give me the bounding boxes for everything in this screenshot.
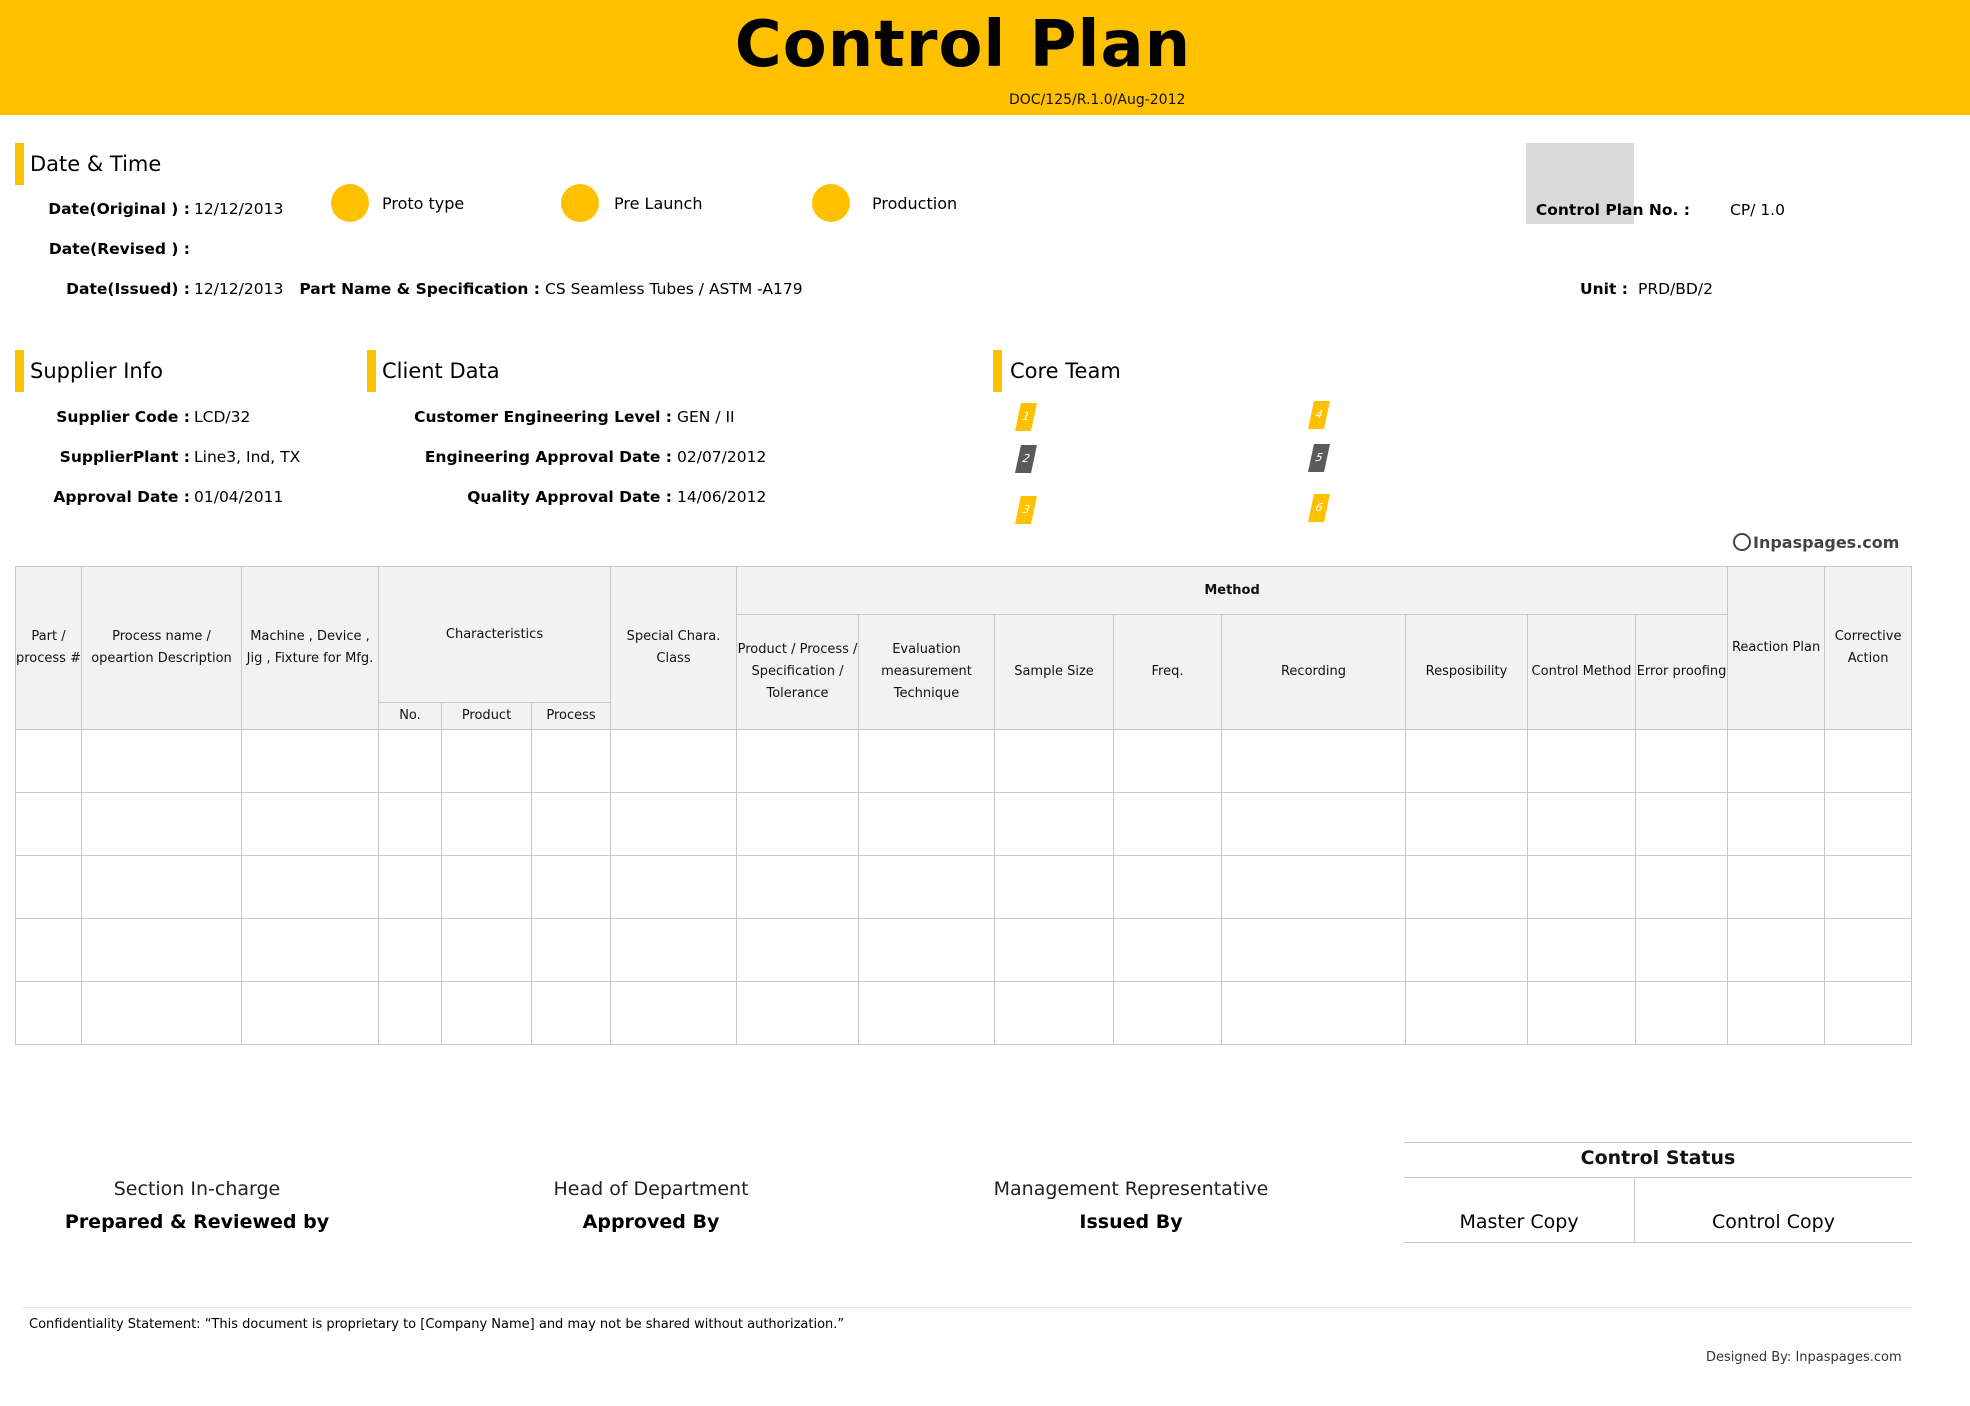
table-cell[interactable]: [859, 982, 995, 1045]
table-row: [16, 982, 1912, 1045]
table-cell[interactable]: [1222, 730, 1406, 793]
header-error-proofing: Error proofing: [1636, 615, 1728, 730]
quality-approval-date-value: 14/06/2012: [677, 488, 767, 506]
table-cell[interactable]: [1636, 982, 1728, 1045]
table-cell[interactable]: [1114, 982, 1222, 1045]
section-accent-bar: [15, 143, 24, 185]
table-cell[interactable]: [1825, 982, 1912, 1045]
table-cell[interactable]: [1728, 856, 1825, 919]
radio-proto-type-label: Proto type: [382, 194, 465, 213]
date-original-label: Date(Original ) :: [48, 200, 190, 218]
header-responsibility: Resposibility: [1406, 615, 1528, 730]
table-cell[interactable]: [737, 730, 859, 793]
table-cell[interactable]: [242, 730, 379, 793]
date-issued-label: Date(Issued) :: [66, 280, 190, 298]
table-cell[interactable]: [611, 856, 737, 919]
signature-role-3: Management Representative: [993, 1178, 1269, 1200]
supplier-plant-value: Line3, Ind, TX: [194, 448, 301, 466]
table-cell[interactable]: [1728, 982, 1825, 1045]
table-cell[interactable]: [1406, 919, 1528, 982]
table-cell[interactable]: [737, 982, 859, 1045]
table-cell[interactable]: [1114, 856, 1222, 919]
table-cell[interactable]: [1222, 793, 1406, 856]
supplier-plant-label: SupplierPlant :: [59, 448, 190, 466]
table-cell[interactable]: [1636, 793, 1728, 856]
master-copy-label: Master Copy: [1459, 1211, 1579, 1233]
control-plan-no-value: CP/ 1.0: [1730, 201, 1785, 219]
header-char-product: Product: [442, 703, 532, 730]
header-characteristics: Characteristics: [379, 567, 611, 703]
section-title-core-team: Core Team: [1010, 359, 1121, 383]
table-cell[interactable]: [379, 856, 442, 919]
table-cell[interactable]: [82, 919, 242, 982]
table-cell[interactable]: [379, 919, 442, 982]
section-title-date-time: Date & Time: [30, 152, 162, 176]
table-cell[interactable]: [532, 730, 611, 793]
document-number: DOC/125/R.1.0/Aug-2012: [1009, 92, 1186, 108]
table-cell[interactable]: [1406, 982, 1528, 1045]
table-cell[interactable]: [1114, 919, 1222, 982]
unit-value: PRD/BD/2: [1638, 280, 1713, 298]
table-cell[interactable]: [995, 856, 1114, 919]
signature-action-2: Approved By: [582, 1211, 720, 1233]
table-cell[interactable]: [611, 982, 737, 1045]
table-cell[interactable]: [442, 793, 532, 856]
table-cell[interactable]: [1222, 856, 1406, 919]
core-team-member-3: 3: [1015, 496, 1037, 524]
header-freq: Freq.: [1114, 615, 1222, 730]
brand-watermark-text: Inpaspages.com: [1753, 533, 1900, 552]
divider: [1404, 1177, 1912, 1178]
table-cell[interactable]: [859, 793, 995, 856]
table-cell[interactable]: [379, 793, 442, 856]
table-cell[interactable]: [611, 793, 737, 856]
header-spec-tolerance: Product / Process / Specification / Tolerance: [737, 615, 859, 730]
table-cell[interactable]: [1528, 856, 1636, 919]
control-plan-no-label: Control Plan No. :: [1535, 201, 1690, 219]
part-name-value: CS Seamless Tubes / ASTM -A179: [545, 280, 803, 298]
section-accent-bar: [367, 350, 376, 392]
table-cell[interactable]: [532, 793, 611, 856]
signature-role-1: Section In-charge: [113, 1178, 281, 1200]
core-team-member-5: 5: [1308, 444, 1330, 472]
header-machine: Machine , Device , Jig , Fixture for Mfg.: [242, 567, 379, 730]
table-row: [16, 793, 1912, 856]
date-issued-value: 12/12/2013: [194, 280, 284, 298]
table-cell[interactable]: [82, 982, 242, 1045]
table-cell[interactable]: [737, 793, 859, 856]
control-status-title: Control Status: [1580, 1147, 1736, 1169]
confidentiality-statement: Confidentiality Statement: “This document is proprietary to [Company Name] and may not be shared without authorization.”: [29, 1317, 845, 1332]
table-cell[interactable]: [859, 919, 995, 982]
signature-role-2: Head of Department: [553, 1178, 749, 1200]
table-cell[interactable]: [737, 919, 859, 982]
radio-production[interactable]: [812, 184, 850, 222]
supplier-approval-value: 01/04/2011: [194, 488, 284, 506]
control-plan-table: [15, 566, 1912, 1045]
table-cell[interactable]: [16, 730, 82, 793]
table-cell[interactable]: [1825, 730, 1912, 793]
table-cell[interactable]: [1728, 730, 1825, 793]
table-cell[interactable]: [995, 982, 1114, 1045]
table-cell[interactable]: [1528, 730, 1636, 793]
table-cell[interactable]: [995, 919, 1114, 982]
section-title-client-data: Client Data: [382, 359, 500, 383]
table-cell[interactable]: [1636, 919, 1728, 982]
table-cell[interactable]: [1222, 919, 1406, 982]
table-cell[interactable]: [1222, 982, 1406, 1045]
supplier-approval-label: Approval Date :: [53, 488, 190, 506]
table-cell[interactable]: [82, 856, 242, 919]
control-copy-label: Control Copy: [1712, 1211, 1835, 1233]
table-cell[interactable]: [995, 730, 1114, 793]
table-cell[interactable]: [1528, 919, 1636, 982]
table-cell[interactable]: [242, 919, 379, 982]
table-cell[interactable]: [737, 856, 859, 919]
table-cell[interactable]: [1728, 793, 1825, 856]
table-cell[interactable]: [995, 793, 1114, 856]
table-cell[interactable]: [16, 982, 82, 1045]
table-cell[interactable]: [442, 856, 532, 919]
radio-production-label: Production: [872, 194, 958, 213]
header-special-class: Special Chara. Class: [611, 567, 737, 730]
table-cell[interactable]: [532, 856, 611, 919]
table-cell[interactable]: [1636, 730, 1728, 793]
header-sample-size: Sample Size: [995, 615, 1114, 730]
header-char-process: Process: [532, 703, 611, 730]
brand-watermark: [1733, 530, 1899, 552]
header-part-process: Part / process #: [16, 567, 82, 730]
table-cell[interactable]: [442, 730, 532, 793]
table-cell[interactable]: [532, 919, 611, 982]
table-cell[interactable]: [859, 856, 995, 919]
table-cell[interactable]: [442, 919, 532, 982]
radio-pre-launch-label: Pre Launch: [614, 194, 703, 213]
header-process-name: Process name / opeartion Description: [82, 567, 242, 730]
header-evaluation: Evaluation measurement Technique: [859, 615, 995, 730]
part-name-label: Part Name & Specification :: [299, 280, 540, 298]
signature-action-3: Issued By: [1079, 1211, 1183, 1233]
unit-label: Unit :: [1580, 280, 1628, 298]
section-title-supplier-info: Supplier Info: [30, 359, 163, 383]
customer-eng-level-value: GEN / II: [677, 408, 735, 426]
core-team-member-6: 6: [1308, 494, 1330, 522]
table-cell[interactable]: [532, 982, 611, 1045]
eng-approval-date-label: Engineering Approval Date :: [424, 448, 672, 466]
table-cell[interactable]: [611, 730, 737, 793]
header-corrective-action: Corrective Action: [1825, 567, 1912, 730]
designed-by: Designed By: Inpaspages.com: [1706, 1350, 1902, 1365]
divider: [1404, 1242, 1912, 1243]
customer-eng-level-label: Customer Engineering Level :: [414, 408, 672, 426]
signature-action-1: Prepared & Reviewed by: [64, 1211, 330, 1233]
table-cell[interactable]: [1406, 730, 1528, 793]
crosshair-icon: [1733, 533, 1751, 551]
supplier-code-value: LCD/32: [194, 408, 251, 426]
table-body: [16, 730, 1912, 1045]
supplier-code-label: Supplier Code :: [56, 408, 190, 426]
table-cell[interactable]: [379, 982, 442, 1045]
table-row: [16, 730, 1912, 793]
date-revised-label: Date(Revised ) :: [48, 240, 190, 258]
header-recording: Recording: [1222, 615, 1406, 730]
table-cell[interactable]: [611, 919, 737, 982]
table-cell[interactable]: [1728, 919, 1825, 982]
section-accent-bar: [993, 350, 1002, 392]
table-cell[interactable]: [1114, 730, 1222, 793]
table-cell[interactable]: [16, 793, 82, 856]
date-original-value: 12/12/2013: [194, 200, 284, 218]
core-team-member-2: 2: [1015, 445, 1037, 473]
table-cell[interactable]: [82, 793, 242, 856]
table-cell[interactable]: [859, 730, 995, 793]
core-team-member-1: 1: [1015, 403, 1037, 431]
table-cell[interactable]: [1825, 793, 1912, 856]
table-cell[interactable]: [1406, 856, 1528, 919]
table-cell[interactable]: [1636, 856, 1728, 919]
divider: [23, 1307, 1911, 1308]
table-row: [16, 919, 1912, 982]
table-cell[interactable]: [1114, 793, 1222, 856]
table-cell[interactable]: [1528, 793, 1636, 856]
header-reaction-plan: Reaction Plan: [1728, 567, 1825, 730]
radio-pre-launch[interactable]: [561, 184, 599, 222]
table-cell[interactable]: [1528, 982, 1636, 1045]
table-cell[interactable]: [16, 856, 82, 919]
core-team-member-4: 4: [1308, 401, 1330, 429]
table-cell[interactable]: [82, 730, 242, 793]
radio-proto-type[interactable]: [331, 184, 369, 222]
table-row: [16, 856, 1912, 919]
section-accent-bar: [15, 350, 24, 392]
table-cell[interactable]: [1406, 793, 1528, 856]
page-title: Control Plan: [734, 8, 1192, 82]
table-cell[interactable]: [1825, 919, 1912, 982]
header-control-method: Control Method: [1528, 615, 1636, 730]
table-cell[interactable]: [379, 730, 442, 793]
header-method: Method: [737, 567, 1728, 615]
table-cell[interactable]: [242, 856, 379, 919]
eng-approval-date-value: 02/07/2012: [677, 448, 767, 466]
header-char-no: No.: [379, 703, 442, 730]
table-cell[interactable]: [16, 919, 82, 982]
table-cell[interactable]: [1825, 856, 1912, 919]
table-cell[interactable]: [242, 793, 379, 856]
header-banner: [0, 0, 1970, 115]
table-cell[interactable]: [442, 982, 532, 1045]
divider: [1404, 1142, 1912, 1143]
quality-approval-date-label: Quality Approval Date :: [467, 488, 672, 506]
table-cell[interactable]: [242, 982, 379, 1045]
